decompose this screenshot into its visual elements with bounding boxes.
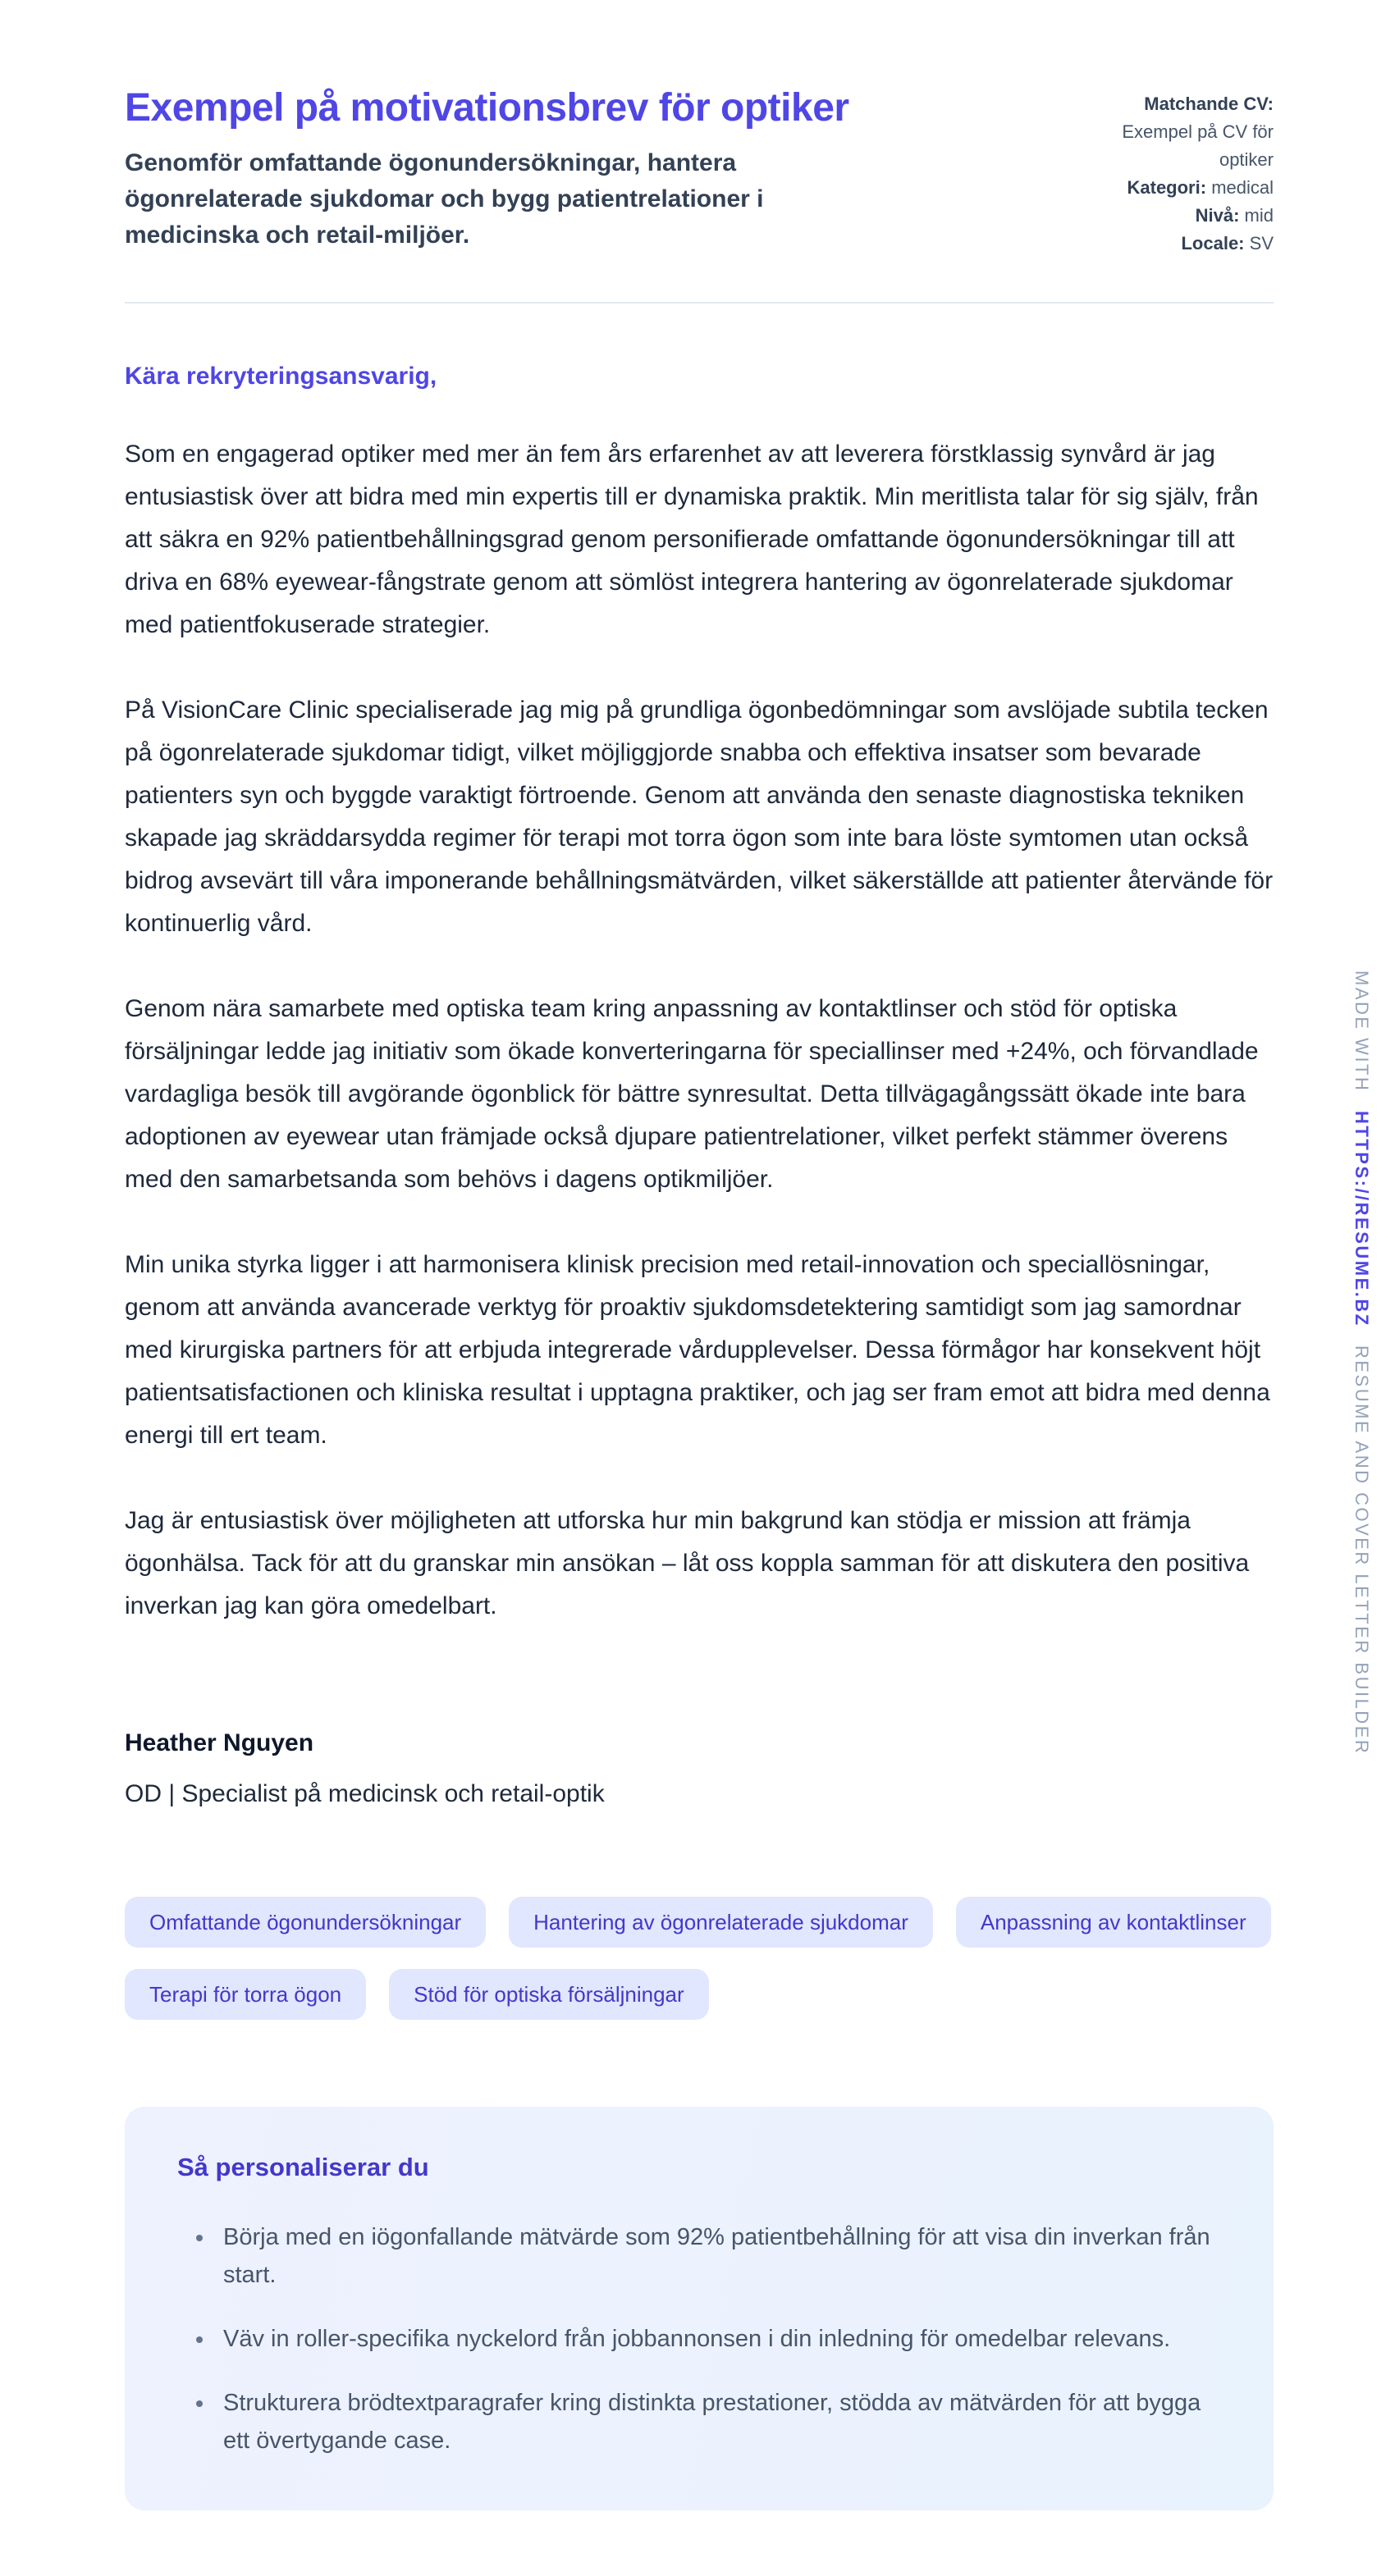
- watermark-tagline: RESUME AND COVER LETTER BUILDER: [1352, 1345, 1372, 1756]
- watermark: [1351, 965, 1372, 1761]
- letter-paragraph-3: Genom nära samarbete med optiska team kring anpassning av kontaktlinser och stöd för optiska försäljningar ledde jag initiativ som ökade konverteringarna för speciallinser med +24%, och förvandlade vardagliga besök till avgörande ögonblick för bättre synresultat. Detta tillvägagångssätt ökade inte bara adoptionen av eyewear utan främjade också djupare patientrelationer, vilket perfekt stämmer överens med den samarbetsanda som behövs i dagens optikmiljöer.: [125, 995, 1259, 1193]
- meta-panel: [1075, 85, 1274, 258]
- skill-tags: [125, 1897, 1274, 2020]
- letter-body: [125, 363, 1274, 1808]
- meta-value-level: mid: [1244, 205, 1274, 226]
- tip-item-3: • Strukturera brödtextparagrafer kring distinkta prestationer, stödda av mätvärden för att bygga ett övertygande case.: [215, 2384, 1221, 2460]
- meta-label-category: Kategori:: [1127, 177, 1207, 198]
- signature-name: Heather Nguyen: [125, 1729, 314, 1756]
- skill-tag-contact-lens-fitting: Anpassning av kontaktlinser: [956, 1897, 1271, 1948]
- page-title: Exempel på motivationsbrev för optiker: [125, 86, 849, 130]
- meta-row-locale: [1075, 230, 1274, 258]
- meta-value-locale: SV: [1249, 233, 1274, 253]
- tips-list: [177, 2218, 1221, 2460]
- meta-value-category: medical: [1211, 177, 1274, 198]
- skill-tag-ocular-disease-management: Hantering av ögonrelaterade sjukdomar: [509, 1897, 933, 1948]
- meta-label-matching-cv: Matchande CV:: [1144, 94, 1274, 114]
- skill-tag-optical-sales-support: Stöd för optiska försäljningar: [389, 1969, 709, 2020]
- skill-tag-dry-eye-therapy: Terapi för torra ögon: [125, 1969, 366, 2020]
- header-left: [125, 85, 849, 253]
- skill-tag-comprehensive-eye-exams: Omfattande ögonundersökningar: [125, 1897, 486, 1948]
- meta-row-level: [1075, 202, 1274, 230]
- meta-row-category: [1075, 174, 1274, 202]
- letter-paragraph-1: Som en engagerad optiker med mer än fem års erfarenhet av att leverera förstklassig synvård är jag entusiastisk över att bidra med min expertis till er dynamiska praktik. Min meritlista talar för sig själv, från att säkra en 92% patientbehållningsgrad genom personifierade omfattande ögonundersökningar till att driva en 68% eyewear-fångstrate genom att sömlöst integrera hantering av ögonrelaterade sjukdomar med patientfokuserade strategier.: [125, 441, 1259, 638]
- letter-paragraph-5: Jag är entusiastisk över möjligheten att utforska hur min bakgrund kan stödja er mission att främja ögonhälsa. Tack för att du granskar min ansökan – låt oss koppla samman för att diskutera den positiva inverkan jag kan göra omedelbart.: [125, 1507, 1250, 1619]
- page-subtitle: Genomför omfattande ögonundersökningar, hantera ögonrelaterade sjukdomar och bygg patientrelationer i medicinska och retail-miljöer.: [125, 149, 764, 249]
- watermark-made-with: MADE WITH: [1352, 971, 1372, 1093]
- letter-paragraph-4: Min unika styrka ligger i att harmonisera klinisk precision med retail-innovation och speciallösningar, genom att använda avancerade verktyg för proaktiv sjukdomsdetektering samtidigt som jag samordnar med kirurgiska partners för att erbjuda integrerade vårdupplevelser. Dessa förmågor har konsekvent höjt patientsatisfactionen och kliniska resultat i upptagna praktiker, och jag ser fram emot att bidra med denna energi till ert team.: [125, 1251, 1270, 1449]
- greeting: Kära rekryteringsansvarig,: [125, 363, 437, 390]
- tip-item-2: • Väv in roller-specifika nyckelord från jobbannonsen i din inledning för omedelbar relevans.: [215, 2320, 1221, 2358]
- meta-row-matching-cv: [1075, 90, 1274, 174]
- tips-title: Så personaliserar du: [177, 2153, 429, 2181]
- watermark-link[interactable]: HTTPS://RESUME.BZ: [1352, 1111, 1372, 1327]
- meta-label-level: Nivå:: [1195, 205, 1240, 226]
- meta-value-matching-cv: Exempel på CV för optiker: [1122, 121, 1274, 170]
- tip-item-1: • Börja med en iögonfallande mätvärde som 92% patientbehållning för att visa din inverkan från start.: [215, 2218, 1221, 2294]
- header: [125, 85, 1274, 258]
- signature-title: OD | Specialist på medicinsk och retail-optik: [125, 1780, 605, 1807]
- header-divider: [125, 302, 1274, 304]
- letter-paragraph-2: På VisionCare Clinic specialiserade jag mig på grundliga ögonbedömningar som avslöjade subtila tecken på ögonrelaterade sjukdomar tidigt, vilket möjliggjorde snabba och effektiva insatser som bevarade patienters syn och byggde varaktigt förtroende. Genom att använda den senaste diagnostiska tekniken skapade jag skräddarsydda regimer för terapi mot torra ögon som inte bara löste symtomen utan också bidrog avsevärt till våra imponerande behållningsmätvärden, vilket säkerställde att patienter återvände för kontinuerlig vård.: [125, 697, 1274, 937]
- personalization-tips-card: [125, 2107, 1274, 2510]
- meta-label-locale: Locale:: [1181, 233, 1245, 253]
